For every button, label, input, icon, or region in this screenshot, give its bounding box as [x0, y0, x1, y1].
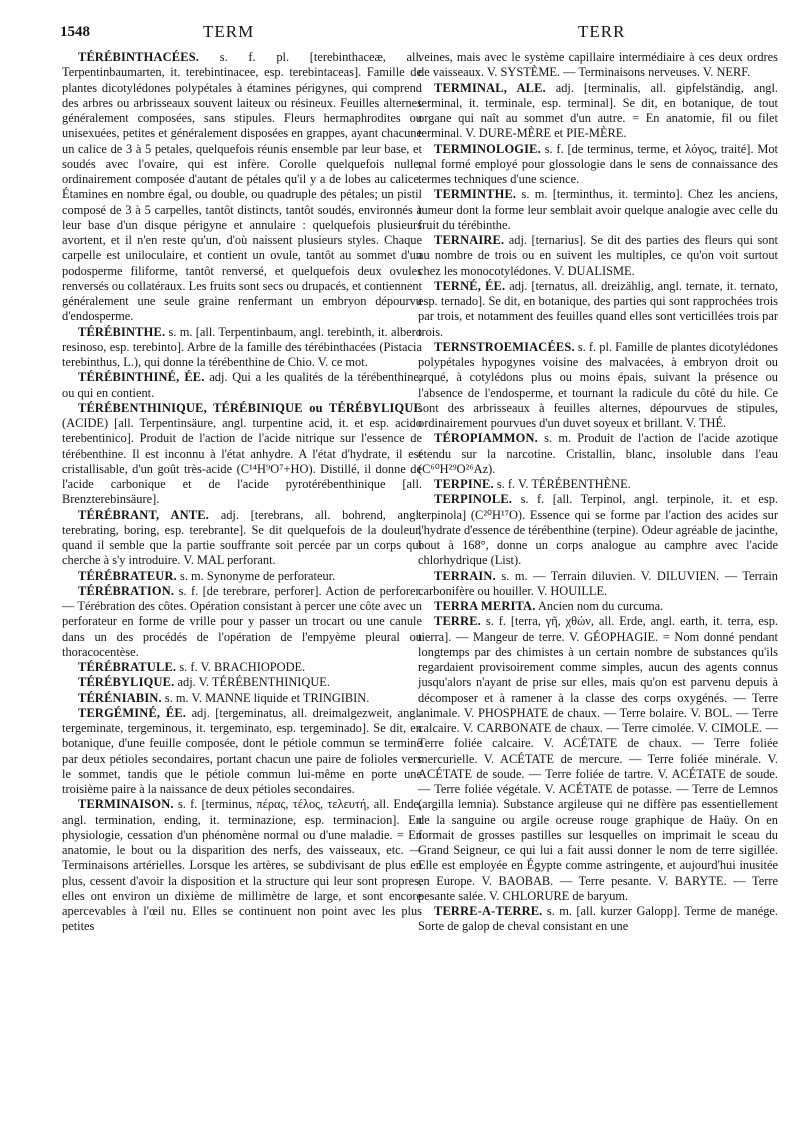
- entry-headword: TERNSTROEMIACÉES.: [434, 339, 575, 354]
- dictionary-entry: [418, 279, 778, 340]
- entry-headword: TERMINTHE.: [434, 187, 517, 202]
- entry-text: adj. Qui a les qualités de la térébenthine, ou qui en contient.: [62, 370, 422, 400]
- entry-headword: TÉRÉBRATULE.: [78, 660, 177, 674]
- entry-headword: TÉRÉBRANT, ANTE.: [78, 507, 210, 522]
- entry-headword: TERNÉ, ÉE.: [434, 278, 506, 293]
- dictionary-entry: [62, 797, 422, 934]
- dictionary-entry: [418, 614, 778, 904]
- dictionary-entry: [62, 508, 422, 569]
- entry-headword: TÉRÉBINTHE.: [78, 324, 166, 339]
- entry-headword: TÉRÉBRATION.: [78, 583, 175, 598]
- dictionary-entry: [418, 477, 778, 492]
- entry-text: adj. V. TÉRÉBENTHINIQUE.: [177, 675, 330, 690]
- entry-headword: TERRE-A-TERRE.: [434, 904, 543, 918]
- entry-text: s. f. [de terminus, terme, et λόγος, traité]. Mot mal formé employé pour glossologie dans le sens de connaissance des termes techniques d'une science.: [418, 141, 778, 186]
- dictionary-entry: [62, 401, 422, 508]
- entry-text: (ACIDE) [all. Terpentinsäure, angl. turpentine acid, it. et esp. acido terebentinico]. Produit de l'action de l'acide nitrique sur l'essence de térébenthine. Il est inconnu à l'état anhydre. A l'état d'hydrate, il est cristallisable, d'un goût très-acide (C¹⁴H⁹O⁷+HO). Distillé, il donne de l'acide carbonique et de l'acide pyrotérébenthinique [all. Brenzterebinsäure].: [62, 416, 422, 507]
- entry-text: s. m. V. MANNE liquide et TRINGIBIN.: [164, 690, 370, 705]
- entry-headword: TERRE.: [434, 614, 481, 629]
- right-column: [418, 50, 778, 935]
- dictionary-entry: [62, 706, 422, 798]
- dictionary-entry: [418, 50, 778, 81]
- entry-headword: TÉROPIAMMON.: [434, 431, 538, 446]
- dictionary-entry: [62, 325, 422, 371]
- entry-headword: TÉRÉBINTHINÉ, ÉE.: [78, 370, 205, 385]
- entry-headword: TÉRÉBENTHINIQUE, TÉRÉBINIQUE ou TÉRÉBYLIQUE: [78, 400, 422, 415]
- entry-text: s. m. [all. Terpentinbaum, angl. terebinth, it. albero resinoso, esp. terebinto]. Arbre de la famille des térébinthacées (Pistacia terebinthus, L.), qui donne la térébenthine de Chio. V. ce mot.: [62, 324, 423, 369]
- entry-headword: TÉRÉBRATEUR.: [78, 568, 177, 583]
- entry-text: s. f. [de terebrare, perforer]. Action de perforer. — Térébration des côtes. Opération consistant à percer une côte avec un perforateur en forme de vrille pour y passer un trocart ou une canule dans un des procédés de l'opération de l'empyème pleural ou thoracocentèse.: [62, 583, 422, 659]
- dictionary-entry: [62, 660, 422, 675]
- entry-headword: TÉRÉNIABIN.: [78, 690, 162, 705]
- dictionary-entry: [418, 569, 778, 600]
- dictionary-entry: [418, 340, 778, 432]
- entry-headword: TERNAIRE.: [434, 233, 505, 247]
- entry-headword: TERPINOLE.: [434, 492, 513, 507]
- entry-headword: TÉRÉBYLIQUE.: [78, 675, 175, 690]
- entry-text: s. m. — Terrain diluvien. V. DILUVIEN. — Terrain carbonifère ou houiller. V. HOUILLE.: [418, 568, 778, 598]
- dictionary-entry: [62, 584, 422, 660]
- dictionary-entry: [418, 187, 778, 233]
- entry-text: s. m. [all. kurzer Galopp]. Terme de manége. Sorte de galop de cheval consistant en une: [418, 904, 778, 934]
- entry-text: s. m. Produit de l'action de l'acide azotique étendu sur la narcotine. Cristallin, blanc, insoluble dans l'eau (C⁶⁰H²⁹O²⁶Az).: [418, 431, 778, 476]
- page-header: [0, 18, 800, 48]
- entry-text: s. m. [terminthus, it. terminto]. Chez les anciens, tumeur dont la forme leur semblait avoir quelque analogie avec celle du fruit du térébinthe.: [418, 187, 778, 232]
- entry-headword: TERMINAL, ALE.: [434, 80, 546, 95]
- dictionary-entry: [418, 142, 778, 188]
- entry-text: s. f. [all. Terpinol, angl. terpinole, it. et esp. terpinola] (C²⁰H¹⁷O). Essence qui se forme par l'action des acides sur l'hydrate d'essence de térébenthine (terpine). Odeur agréable de jacinthe, bout à 168°, donne un corps analogue au camphre avec l'acide chlorhydrique (List).: [418, 492, 779, 568]
- entry-text: s. f. [terminus, πέρας, τέλος, τελευτή, all. Ende, angl. termination, ending, it. terminazione, esp. terminacion]. En physiologie, cessation d'un phénomène normal ou d'une maladie. = En anatomie, le bout ou la disparition des nerfs, des vaisseaux, etc. — Terminaisons artérielles. Lorsque les artères, se subdivisant de plus en plus, cessent d'avoir la disposition et la structure qui leur sont propres, elles ont environ un dixième de millimètre de large, et sont encore apercevables à l'œil nu. Elles se continuent non point avec les plus petites: [62, 797, 422, 934]
- entry-headword: TERPINE.: [434, 477, 494, 491]
- entry-text: s. f. V. BRACHIOPODE.: [179, 660, 306, 674]
- entry-text: s. f. pl. [terebinthaceæ, all. Terpentinbaumarten, it. terebintinacee, esp. terebintaceas]. Famille de plantes dicotylédones polypétales à étamines périgynes, qui comprend des arbres ou arbrisseaux souvent laiteux ou résineux. Feuilles alternes généralement composées, sans stipules. Fleurs hermaphrodites ou unisexuées, petites et généralement disposées en grappes, ayant chacune un calice de 3 à 5 petales, quelquefois réunis ensemble par leur base, et soudés avec l'ovaire, qui est infère. Corolle quelquefois nulle, ordinairement composée d'autant de pétales qu'il y a de lobes au calice. Étamines en nombre égal, ou double, ou quadruple des pétales; un pistil composé de 3 à 5 carpelles, tantôt distincts, tantôt soudés, environnés à leur base d'un disque périgyne et annulaire : quelquefois plusieurs avortent, et il n'en reste qu'un, d'où naissent plusieurs styles. Chaque carpelle est uniloculaire, et contient un ovule, tantôt au sommet d'un podosperme filiforme, tantôt renversé, et quelquefois deux ovules renversés ou collatéraux. Les fruits sont secs ou drupacés, et contiennent généralement une seule graine renfermant un embryon dépourvu d'endosperme.: [62, 50, 422, 324]
- dictionary-entry: [62, 50, 422, 325]
- entry-text: adj. [terebrans, all. bohrend, angl. terebrating, boring, esp. terebrante]. Se dit quelquefois de la douleur, quand il semble que la partie souffrante soit percée par un corps qui cherche à s'y introduire. V. MAL perforant.: [62, 507, 422, 568]
- dictionary-entry: [418, 904, 778, 935]
- left-column: [62, 50, 422, 935]
- entry-text: veines, mais avec le système capillaire intermédiaire à ces deux ordres de vaisseaux. V. SYSTÈME. — Terminaisons nerveuses. V. NERF.: [418, 50, 778, 80]
- running-head-right: TERR: [578, 22, 626, 41]
- entry-text: adj. [tergeminatus, all. dreimalgezweit, angl. tergeminate, tergeminous, it. tergeminato, esp. tergeminado]. Se dit, en botanique, d'une feuille composée, dont le pétiole commun se termine par deux pétioles secondaires, portant chacun une paire de folioles vers le sommet, tandis que le pétiole commun lui-même en porte une troisième paire à la naissance de deux pétioles secondaires.: [62, 705, 422, 796]
- dictionary-entry: [418, 431, 778, 477]
- dictionary-entry: [418, 233, 778, 279]
- entry-text: s. m. Synonyme de perforateur.: [180, 568, 336, 583]
- entry-text: adj. [ternarius]. Se dit des parties des fleurs qui sont au nombre de trois ou en suivent les multiples, ce qu'on voit surtout chez les monocotylédones. V. DUALISME.: [418, 233, 778, 278]
- dictionary-entry: [62, 370, 422, 401]
- entry-headword: TÉRÉBINTHACÉES.: [78, 50, 200, 64]
- entry-headword: TERMINOLOGIE.: [434, 141, 541, 156]
- entry-headword: TERRA MERITA.: [434, 599, 536, 613]
- dictionary-entry: [418, 81, 778, 142]
- entry-headword: TERGÉMINÉ, ÉE.: [78, 705, 187, 720]
- dictionary-entry: [418, 492, 778, 568]
- page-number: 1548: [60, 24, 90, 40]
- dictionary-entry: [418, 599, 778, 614]
- dictionary-entry: [62, 675, 422, 690]
- dictionary-entry: [62, 569, 422, 584]
- entry-text: s. f. [terra, γῆ, χθών, all. Erde, angl. earth, it. terra, esp. tierra]. — Mangeur de terre. V. GÉOPHAGIE. = Nom donné pendant longtemps par des chimistes à un certain nombre de substances qu'ils regardaient provisoirement comme simples, aucun des agents connus jusqu'alors n'ayant de prise sur elles, mais qu'on est parvenu depuis à décomposer et à ramener à la classe des corps oxygénés. — Terre animale. V. PHOSPHATE de chaux. — Terre bolaire. V. BOL. — Terre calcaire. V. CARBONATE de chaux. — Terre cimolée. V. CIMOLE. — Terre foliée calcaire. V. ACÉTATE de chaux. — Terre foliée mercurielle. V. ACÉTATE de mercure. — Terre foliée minérale. V. ACÉTATE de soude. — Terre foliée de tartre. V. ACÉTATE de soude. — Terre foliée végétale. V. ACÉTATE de potasse. — Terre de Lemnos (argilla lemnia). Substance argileuse qui ne diffère pas essentiellement de la sanguine ou argile ocreuse rouge graphique de Haüy. On en formait de grosses pastilles sur lesquelles on imprimait le sceau du Grand Seigneur, ce qui lui a fait aussi donner le nom de terre sigillée. Elle est employée en Égypte comme astringente, et aujourd'hui inusitée en Europe. V. BAOBAB. — Terre pesante. V. BARYTE. — Terre pesante salée. V. CHLORURE de baryum.: [418, 614, 778, 903]
- entry-text: adj. [ternatus, all. dreizählig, angl. ternate, it. ternato, esp. ternado]. Se dit, en botanique, des parties qui sont rapprochées trois par trois, et notamment des feuilles quand elles sont verticillées trois par trois.: [418, 278, 778, 339]
- entry-text: s. f. pl. Famille de plantes dicotylédones polypétales hypogynes voisine des malvacées, à embryon droit ou arqué, à cotylédons plus ou moins épais, suivant la présence ou l'absence de l'endosperme, et tournant la radicule du côté du hile. Ce sont des arbrisseaux à feuilles alternes, dépourvues de stipules, ordinairement pourvues d'un duvet soyeux et brillant. V. THÉ.: [418, 339, 778, 430]
- running-head-left: TERM: [203, 22, 255, 41]
- entry-text: s. f. V. TÉRÉBENTHÈNE.: [496, 477, 631, 491]
- entry-text: Ancien nom du curcuma.: [537, 599, 664, 613]
- dictionary-entry: [62, 691, 422, 706]
- entry-headword: TERRAIN.: [434, 568, 496, 583]
- entry-text: adj. [terminalis, all. gipfelständig, angl. terminal, it. terminale, esp. terminal]. Se dit, en botanique, de tout organe qui naît au sommet d'un autre. = En anatomie, fil ou filet terminal. V. DURE-MÈRE et PIE-MÈRE.: [418, 80, 778, 141]
- entry-headword: TERMINAISON.: [78, 797, 174, 812]
